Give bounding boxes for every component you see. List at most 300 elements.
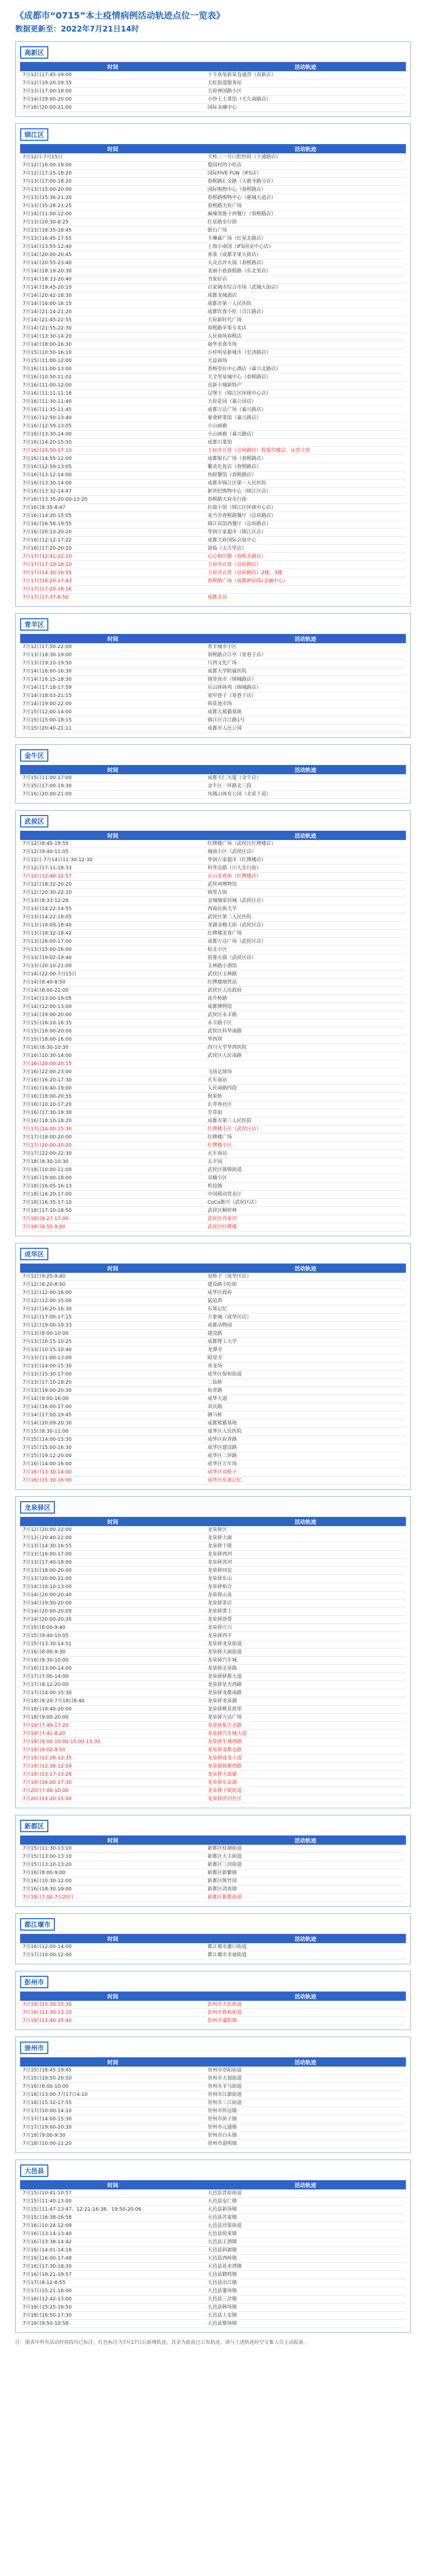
table-row <box>21 1019 406 1028</box>
table-row <box>21 374 406 382</box>
time-cell: 7月14日8:00-16:00 <box>21 1395 205 1403</box>
place-cell: 龙泉驿东安湖 <box>205 1779 406 1787</box>
table-row <box>21 2091 406 2099</box>
place-cell: 大邑县沙渠街道 <box>205 2222 406 2230</box>
page-title: 《成都市“0715”本土疫情病例活动轨迹点位一览表》 <box>15 10 225 21</box>
table-row <box>21 2255 406 2263</box>
table-row <box>21 676 406 684</box>
time-cell: 7月15日20:40-21:11 <box>21 725 205 733</box>
time-cell: 7月19日9:50-10:58 <box>21 2320 205 2328</box>
place-cell: 棕北小区 <box>205 946 406 954</box>
trajectory-table <box>20 1517 406 1803</box>
table-row <box>21 577 406 586</box>
time-cell: 7月13日10:15-10:25 <box>21 1338 205 1346</box>
time-cell: 7月19日16:00-17:30 <box>21 1779 205 1787</box>
table-row <box>21 1894 406 1902</box>
time-cell: 7月14日22:00-7月15日 <box>21 970 205 979</box>
time-cell: 7月14日20:00-20:05 <box>21 1608 205 1616</box>
place-cell: 武侯祠博物馆 <box>205 881 406 889</box>
table-row <box>21 1011 406 1019</box>
place-cell: 龙泉驿驿都大道 <box>205 1673 406 1681</box>
district-title: 彭州市 <box>20 1976 48 1988</box>
table-row <box>21 79 406 88</box>
place-cell: 龙泉驿车城西路 <box>205 1738 406 1746</box>
place-cell: 龙泉驿星光西路 <box>205 1681 406 1689</box>
place-cell: 龙泉驿汽车城 <box>205 1657 406 1665</box>
time-cell: 7月19日12:36-12:54 <box>21 1763 205 1771</box>
time-cell: 7月17日17:37-8:50 <box>21 594 205 602</box>
table-row <box>21 987 406 995</box>
place-cell: 万象城（成华区店） <box>205 1314 406 1322</box>
place-cell: 王府井百货（总府路店）收银员楼层、运营主管 <box>205 447 406 455</box>
time-cell: 7月14日18:03-21:15 <box>21 692 205 700</box>
table-row <box>21 2206 406 2214</box>
place-cell: 新都区三河街道 <box>205 1861 406 1869</box>
time-cell: 7月16日15:50-17:10 <box>21 447 205 455</box>
place-cell: 福华美食市场 <box>205 341 406 349</box>
table-row <box>21 1845 406 1853</box>
place-cell: 东郊记忆 <box>205 1305 406 1314</box>
table-row <box>21 913 406 922</box>
time-cell: 7月15日19:12-20:00 <box>21 1452 205 1460</box>
time-cell: 7月17日8:12-8:55 <box>21 2279 205 2287</box>
place-cell: 龙泉驿东山 <box>205 1575 406 1583</box>
time-cell: 7月14日13:00-19:05 <box>21 995 205 1003</box>
time-cell: 7月14日17:00-19:45 <box>21 1411 205 1420</box>
table-row <box>21 1608 406 1616</box>
time-cell: 7月16日10:24-12:09 <box>21 2222 205 2230</box>
place-cell: 人民商场春熙店 <box>205 333 406 341</box>
time-cell: 7月17日7:00-14:00 <box>21 1673 205 1681</box>
place-cell: 红牌楼广场（武侯区红牌楼店） <box>205 840 406 848</box>
table-row <box>21 528 406 537</box>
place-cell: 崇州市江源街道 <box>205 2091 406 2099</box>
column-header-place: 活动轨迹 <box>205 1836 406 1845</box>
table-row <box>21 774 406 782</box>
table-row <box>21 1411 406 1420</box>
place-cell: 国际金融中心 <box>205 104 406 112</box>
time-cell: 7月14日17:18-17:59 <box>21 684 205 692</box>
table-row <box>21 1722 406 1730</box>
time-cell: 7月15日8:00-9:40 <box>21 1624 205 1632</box>
table-row <box>21 1795 406 1803</box>
table-row <box>21 1779 406 1787</box>
time-cell: 7月19日7:49-17:20 <box>21 1722 205 1730</box>
place-cell: 龙泉驿大面街道 <box>205 1648 406 1657</box>
time-cell: 7月17日14:30-16:55 <box>21 569 205 577</box>
table-row <box>21 1060 406 1068</box>
table-row <box>21 1125 406 1134</box>
place-cell: 龙湖金楠天街（武侯区店） <box>205 922 406 930</box>
district-title: 金牛区 <box>20 749 48 762</box>
place-cell: 成都动物园 <box>205 1322 406 1330</box>
place-cell: 大众点评火锅（春熙路店） <box>205 259 406 267</box>
time-cell: 7月13日18:32-18:42 <box>21 930 205 938</box>
district-section <box>15 810 411 1236</box>
place-cell: 大邑县董场镇 <box>205 2287 406 2295</box>
time-cell: 7月16日16:20-17:30 <box>21 1077 205 1085</box>
time-cell: 7月15日16:38-16:58 <box>21 2214 205 2222</box>
table-row <box>21 235 406 243</box>
table-row <box>21 725 406 733</box>
time-cell: 7月13日15:30-17:00 <box>21 1371 205 1379</box>
time-cell: 7月13日18:30-19:00 <box>21 651 205 659</box>
place-cell: 武侯区簇锦街道 <box>205 1166 406 1174</box>
time-cell: 7月17日16:20-17:43 <box>21 577 205 586</box>
column-header-time: 时间 <box>21 1836 205 1845</box>
time-cell: 7月12日-7月15日 <box>21 153 205 161</box>
table-row <box>21 178 406 186</box>
table-row <box>21 104 406 112</box>
place-cell: 太平园 <box>205 1158 406 1166</box>
table-row <box>21 1134 406 1142</box>
place-cell: 龙泉驿龙泉街道 <box>205 1640 406 1648</box>
table-row <box>21 1706 406 1714</box>
place-cell: 华润万家超市（红牌楼店） <box>205 856 406 864</box>
place-cell: 成华大道 <box>205 1395 406 1403</box>
place-cell: 荷花池市场 <box>205 700 406 708</box>
place-cell: 拉面小馆（锦江区环球中心店） <box>205 504 406 512</box>
time-cell: 7月17日10:00-12:00 <box>21 1951 205 1959</box>
time-cell: 7月15日11:00-12:00 <box>21 357 205 365</box>
trajectory-table <box>20 831 406 1231</box>
place-cell: CoCo都可（武侯区店） <box>205 1199 406 1207</box>
time-cell: 7月18日9:00-20:00 <box>21 1714 205 1722</box>
time-cell: 7月16日17:20-20:10 <box>21 545 205 553</box>
table-row <box>21 96 406 104</box>
place-cell: 都江堰市幸福街道 <box>205 1951 406 1959</box>
time-cell: 7月15日10:41-10:57 <box>21 2189 205 2198</box>
place-cell: 乐山钵钵鸡（锦城路店） <box>205 684 406 692</box>
place-cell: 大邑县韩场镇 <box>205 2304 406 2312</box>
place-cell: 武侯区第二人民医院 <box>205 913 406 922</box>
sections-container <box>15 41 411 2333</box>
table-row <box>21 1534 406 1542</box>
table-row <box>21 259 406 267</box>
place-cell: 天府新时代广场 <box>205 316 406 325</box>
place-cell: 国际FIVE FUN（IFS店） <box>205 170 406 178</box>
table-row <box>21 439 406 447</box>
table-row <box>21 545 406 553</box>
table-row <box>21 1191 406 1199</box>
table-row <box>21 300 406 308</box>
table-row <box>21 594 406 602</box>
place-cell: 成都天府国际会展中心 <box>205 537 406 545</box>
table-row <box>21 1028 406 1036</box>
table-row <box>21 1036 406 1044</box>
time-cell: 7月12日16:20-16:30 <box>21 1305 205 1314</box>
district-section <box>15 2037 411 2153</box>
place-cell: 凤凰山体育公园（北星干道） <box>205 791 406 799</box>
place-cell: 天全里星城中心（春熙路店） <box>205 374 406 382</box>
table-row <box>21 684 406 692</box>
time-cell: 7月16日14:20-15:50 <box>21 439 205 447</box>
time-cell: 7月14日20:00-20:40 <box>21 1591 205 1600</box>
table-row <box>21 1166 406 1174</box>
place-cell: 成都市第三人民医院 <box>205 1117 406 1125</box>
place-cell: 彭州市天彭街道 <box>205 2001 406 2009</box>
table-row <box>21 1362 406 1371</box>
time-cell: 7月13日10:15-10:40 <box>21 1346 205 1354</box>
table-row <box>21 1853 406 1861</box>
table-row <box>21 1044 406 1052</box>
place-cell: 成华区双桥子 <box>205 1469 406 1477</box>
place-cell: 锦江宾馆西餐厅（总府路店） <box>205 520 406 528</box>
place-cell: 百家城市综合市场（武城大街店） <box>205 284 406 292</box>
place-cell: 彭州市濛阳镇 <box>205 2017 406 2025</box>
table-row <box>21 414 406 422</box>
table-row <box>21 243 406 251</box>
time-cell: 7月15日12:00-14:00 <box>21 708 205 717</box>
table-row <box>21 341 406 349</box>
time-cell: 7月15日14:00-15:30 <box>21 1436 205 1444</box>
time-cell: 7月15日13:30-14:51 <box>21 1640 205 1648</box>
table-row <box>21 2099 406 2107</box>
column-header-place: 活动轨迹 <box>205 1992 406 2001</box>
district-title: 大邑县 <box>20 2164 48 2177</box>
place-cell: 龙泉驿茶店 <box>205 1600 406 1608</box>
time-cell: 7月17日12:41-22:10 <box>21 553 205 561</box>
table-row <box>21 1420 406 1428</box>
time-cell: 7月18日18:40-20:00 <box>21 1706 205 1714</box>
place-cell: 新都区大丰街道 <box>205 1853 406 1861</box>
place-cell: 青羊城市小区 <box>205 643 406 651</box>
trajectory-table <box>20 1934 406 1959</box>
table-row <box>21 1289 406 1297</box>
place-cell: 龙泉驿山泉 <box>205 1591 406 1600</box>
table-row <box>21 2198 406 2206</box>
district-section <box>15 613 411 738</box>
time-cell: 7月12日12:40-12:57 <box>21 873 205 881</box>
table-row <box>21 316 406 325</box>
column-header-time: 时间 <box>21 2058 205 2067</box>
time-cell: 7月16日14:00-16:00 <box>21 1460 205 1469</box>
table-row <box>21 569 406 577</box>
place-cell: 龙泉驿成龙大道 <box>205 1754 406 1763</box>
table-row <box>21 1730 406 1738</box>
place-cell: 乐山美食街（红牌楼店） <box>205 873 406 881</box>
table-row <box>21 1575 406 1583</box>
table-row <box>21 504 406 512</box>
time-cell: 7月17日14:00-15:30 <box>21 2115 205 2124</box>
table-row <box>21 488 406 496</box>
table-row <box>21 2067 406 2075</box>
district-title: 都江堰市 <box>20 1918 55 1931</box>
place-cell: 龙泉驿西河 <box>205 1551 406 1559</box>
table-row <box>21 2017 406 2025</box>
time-cell: 7月13日17:40-18:00 <box>21 1559 205 1567</box>
table-row <box>21 1215 406 1223</box>
place-cell: 双庆路 <box>205 1403 406 1411</box>
table-row <box>21 284 406 292</box>
table-row <box>21 1771 406 1779</box>
place-cell: 倪家桥 <box>205 1093 406 1101</box>
place-cell: 成都大学附属医院 <box>205 668 406 676</box>
table-row <box>21 1657 406 1665</box>
time-cell: 7月15日16:10-16:35 <box>21 1019 205 1028</box>
table-row <box>21 227 406 235</box>
time-cell: 7月17日14:00-15:30 <box>21 1689 205 1697</box>
column-header-place: 活动轨迹 <box>205 1264 406 1273</box>
table-row <box>21 692 406 700</box>
district-section <box>15 744 411 804</box>
time-cell: 7月15日11:00-17:00 <box>21 774 205 782</box>
table-row <box>21 922 406 930</box>
time-cell: 7月16日13:35-20:00-13:20 <box>21 496 205 504</box>
trajectory-table <box>20 765 406 799</box>
column-header-time: 时间 <box>21 145 205 153</box>
table-row <box>21 1583 406 1591</box>
table-row <box>21 267 406 276</box>
time-cell: 7月19日7:00-7月20日 <box>21 1894 205 1902</box>
time-cell: 7月12日19:20-19:35 <box>21 79 205 88</box>
time-cell: 7月14日10:10-13:00 <box>21 1583 205 1591</box>
time-cell: 7月16日12:00-14:00 <box>21 1943 205 1951</box>
table-row <box>21 2312 406 2320</box>
place-cell: 富临（太古里店） <box>205 545 406 553</box>
table-row <box>21 2115 406 2124</box>
place-cell: 大邑县花水湾镇 <box>205 2263 406 2271</box>
time-cell: 7月14日13:55-12:40 <box>21 243 205 251</box>
time-cell: 7月16日13:32-14:47 <box>21 488 205 496</box>
place-cell: 都江堰市灌口街道 <box>205 1943 406 1951</box>
time-cell: 7月18日19:00-18:00 <box>21 1174 205 1183</box>
place-cell: 良新小城新特产 <box>205 382 406 390</box>
table-row <box>21 88 406 96</box>
table-row <box>21 1526 406 1534</box>
place-cell: 龙泉驿航天北路 <box>205 1722 406 1730</box>
time-cell: 7月15日9:40-10:05 <box>21 1632 205 1640</box>
place-cell: 火车南站 <box>205 1150 406 1158</box>
table-row <box>21 1428 406 1436</box>
time-cell: 7月16日20:00-20:15 <box>21 1060 205 1068</box>
table-row <box>21 1142 406 1150</box>
place-cell: 龙泉驿万达广场 <box>205 1714 406 1722</box>
time-cell: 7月16日20:00-21:00 <box>21 791 205 799</box>
place-cell: 成都龙城酒店 <box>205 292 406 300</box>
place-cell: 新都区新都街道 <box>205 1894 406 1902</box>
table-row <box>21 1322 406 1330</box>
time-cell: 7月17日20:00-20:20 <box>21 1142 205 1150</box>
table-row <box>21 1714 406 1722</box>
column-header-time: 时间 <box>21 634 205 643</box>
time-cell: 7月17日22:00-22:30 <box>21 1150 205 1158</box>
place-cell: 武侯区永丰路 <box>205 1011 406 1019</box>
table-row <box>21 1951 406 1959</box>
place-cell: 大邑县新场镇 <box>205 2206 406 2214</box>
time-cell: 7月16日11:35-11:45 <box>21 406 205 414</box>
table-row <box>21 2230 406 2238</box>
place-cell: 成华区府青路 <box>205 1436 406 1444</box>
table-row <box>21 1591 406 1600</box>
place-cell: 龙泉驿西平 <box>205 1632 406 1640</box>
table-row <box>21 1314 406 1322</box>
time-cell: 7月16日14:55-12:00 <box>21 455 205 463</box>
time-cell: 7月14日19:00-22:00 <box>21 700 205 708</box>
time-cell: 7月18日8:30-10:30 <box>21 1158 205 1166</box>
place-cell: 龙泉驿汽车城大道 <box>205 1730 406 1738</box>
place-cell: 金牛区一环路北三段 <box>205 782 406 791</box>
time-cell: 7月13日17:10-18:20 <box>21 1379 205 1387</box>
place-cell: 天桥二一号口腔医院（下浦路店） <box>205 153 406 161</box>
time-cell: 7月14日16:00-17:00 <box>21 1403 205 1411</box>
place-cell: 大邑县安仁镇 <box>205 2198 406 2206</box>
table-row <box>21 398 406 406</box>
place-cell: 武侯区人民南路 <box>205 1052 406 1060</box>
place-cell: 驷马桥 <box>205 1411 406 1420</box>
place-cell: 双楠小区 <box>205 1174 406 1183</box>
place-cell: 大邑县斜源镇 <box>205 2247 406 2255</box>
place-cell: 龙泉驿龙都南路 <box>205 1689 406 1697</box>
table-row <box>21 1689 406 1697</box>
place-cell: 红牌楼小区 <box>205 1142 406 1150</box>
time-cell: 7月19日9:02-9:50 <box>21 1746 205 1754</box>
column-header-place: 活动轨迹 <box>205 145 406 153</box>
place-cell: 春熙路苹果专卖店 <box>205 325 406 333</box>
time-cell: 7月14日21:14-21:20 <box>21 308 205 316</box>
place-cell: 成都饮食小吃（合江路店） <box>205 308 406 316</box>
time-cell: 7月12日8:20-8:50 <box>21 1281 205 1289</box>
table-row <box>21 2320 406 2328</box>
table-row <box>21 1632 406 1640</box>
time-cell: 7月13日14:00-15:30 <box>21 1362 205 1371</box>
place-cell: 昭觉寺 <box>205 1354 406 1362</box>
time-cell: 7月15日8:30-11:00 <box>21 1428 205 1436</box>
place-cell: 成都博物馆 <box>205 1003 406 1011</box>
place-cell: 红牌楼小区（武侯区店） <box>205 1125 406 1134</box>
time-cell: 7月16日9:30-10:00 <box>21 1657 205 1665</box>
place-cell: 新都区桂湖街道 <box>205 1845 406 1853</box>
time-cell: 7月14日19:00-20:00 <box>21 96 205 104</box>
time-cell: 7月12日17:11-18:33 <box>21 864 205 873</box>
time-cell: 7月12日16:00-19:00 <box>21 161 205 170</box>
place-cell: 成华区人民医院 <box>205 1428 406 1436</box>
place-cell: 武侯区科华南路 <box>205 1028 406 1036</box>
time-cell: 7月14日13:30-14:20 <box>21 333 205 341</box>
district-section <box>15 2160 411 2333</box>
table-row <box>21 447 406 455</box>
place-cell: 鱼眼餐馆（春熙路店） <box>205 471 406 480</box>
time-cell: 7月16日8:30-10:30 <box>21 1044 205 1052</box>
place-cell: 武侯区桐梓林 <box>205 1207 406 1215</box>
table-row <box>21 1199 406 1207</box>
table-row <box>21 1665 406 1673</box>
place-cell: 彭州市致和街道 <box>205 2009 406 2017</box>
table-row <box>21 308 406 316</box>
table-row <box>21 1640 406 1648</box>
district-title: 青羊区 <box>20 618 48 631</box>
place-cell: 龙泉驿同安 <box>205 1567 406 1575</box>
place-cell: 二仙桥 <box>205 1379 406 1387</box>
place-cell: 天益商场 <box>205 357 406 365</box>
district-title: 高新区 <box>20 46 48 59</box>
time-cell: 7月16日14:20-15:05 <box>21 512 205 520</box>
time-cell: 7月13日20:10-21:00 <box>21 962 205 970</box>
place-cell: 成华区政府 <box>205 1289 406 1297</box>
update-time: 数据更新至：2022年7月21日14时 <box>15 25 139 34</box>
table-row <box>21 962 406 970</box>
time-cell: 7月19日13:40-15:40 <box>21 2017 205 2025</box>
place-cell: 成都市锦江区第一人民医院 <box>205 480 406 488</box>
table-row <box>21 1886 406 1894</box>
place-cell: 十卡食兔新家直通营（高新店） <box>205 71 406 79</box>
table-row <box>21 856 406 864</box>
place-cell: 中国移动营业厅 <box>205 1191 406 1199</box>
time-cell: 7月12日-7月14日11:30-12:30 <box>21 856 205 864</box>
time-cell: 7月15日10:50-16:10 <box>21 349 205 357</box>
place-cell: 机投镇 <box>205 1183 406 1191</box>
place-cell: 崇州市三江街道 <box>205 2099 406 2107</box>
